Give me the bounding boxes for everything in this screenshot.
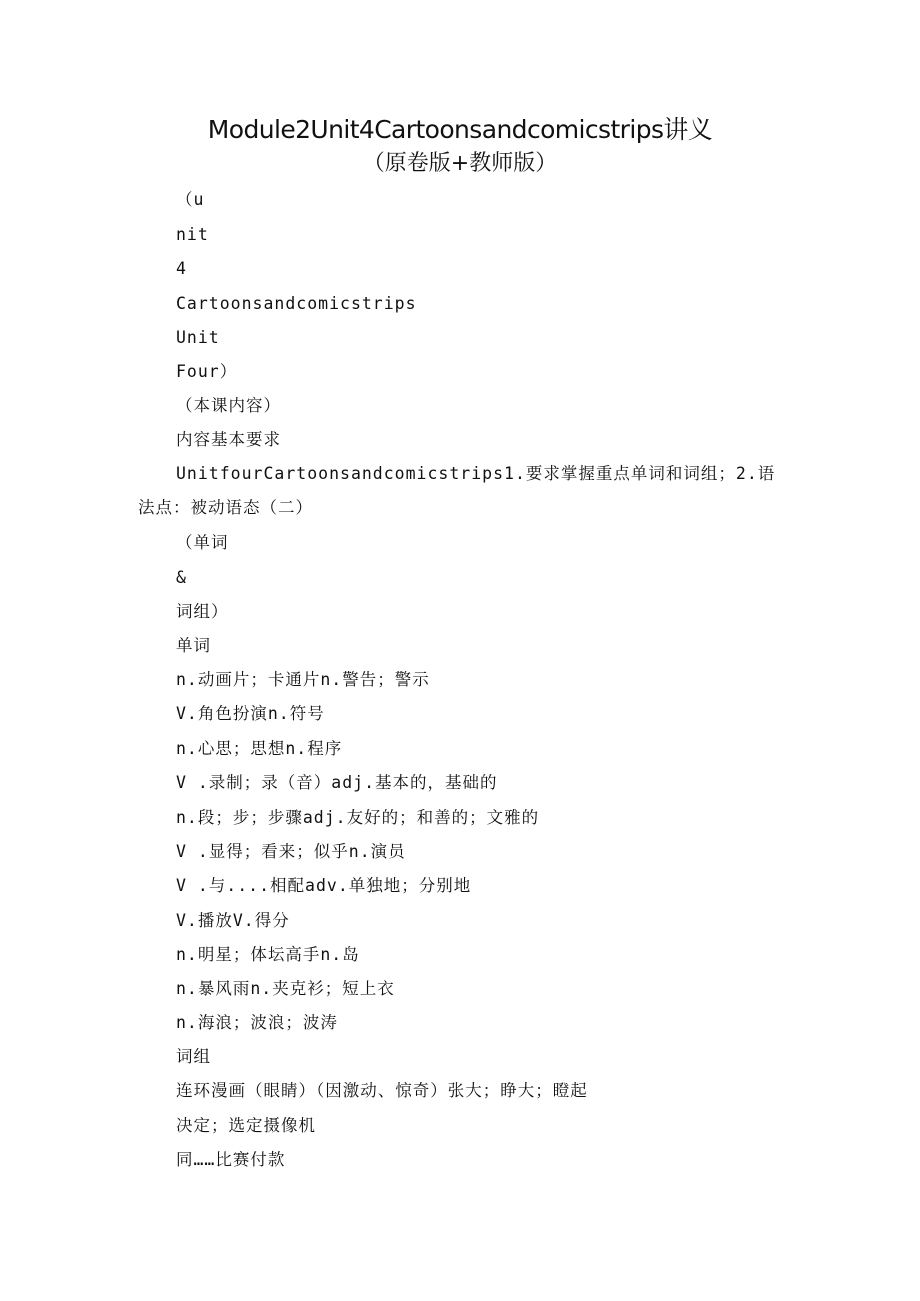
section-line: 词组）: [176, 602, 229, 621]
vocab-line: n.段；步；步骤adj.友好的；和善的；文雅的: [176, 808, 540, 827]
document-subtitle: （原卷版+教师版）: [362, 151, 558, 176]
phrase-heading: 词组: [176, 1047, 211, 1066]
vocab-line: n.心思；思想n.程序: [176, 739, 343, 758]
section-heading-words: 单词: [176, 636, 211, 655]
vocab-line: n.暴风雨n.夹克衫；短上衣: [176, 979, 395, 998]
text-line: 内容基本要求: [176, 430, 281, 449]
vocab-line: n.动画片；卡通片n.警告；警示: [176, 670, 430, 689]
text-line: （u: [176, 190, 205, 209]
text-line: （本课内容）: [176, 396, 281, 415]
vocab-line: n.明星；体坛高手n.岛: [176, 945, 360, 964]
section-line: （单词: [176, 533, 229, 552]
phrase-line: 同……比赛付款: [176, 1150, 286, 1169]
vocab-line: V .录制；录（音）adj.基本的，基础的: [176, 773, 498, 792]
requirement-paragraph: UnitfourCartoonsandcomicstrips1.要求掌握重点单词和词组；2.语法点：被动语态（二）: [138, 464, 776, 517]
text-line: Four）: [176, 362, 238, 381]
vocab-line: V.角色扮演n.符号: [176, 704, 325, 723]
text-line: nit: [176, 225, 209, 244]
text-line: 4: [176, 259, 187, 278]
text-line: Unit: [176, 328, 220, 347]
vocab-line: V .与....相配adv.单独地；分别地: [176, 876, 472, 895]
phrase-line: 决定；选定摄像机: [176, 1116, 316, 1135]
text-line: Cartoonsandcomicstrips: [176, 294, 417, 313]
phrase-line: 连环漫画（眼睛）（因激动、惊奇）张大；睁大；瞪起: [176, 1081, 588, 1100]
document-title: Module2Unit4Cartoonsandcomicstrips讲义: [207, 115, 713, 144]
vocab-line: V .显得；看来；似乎n.演员: [176, 842, 406, 861]
vocab-line: V.播放V.得分: [176, 911, 290, 930]
vocab-line: n.海浪；波浪；波涛: [176, 1013, 338, 1032]
section-line: &: [176, 568, 187, 587]
